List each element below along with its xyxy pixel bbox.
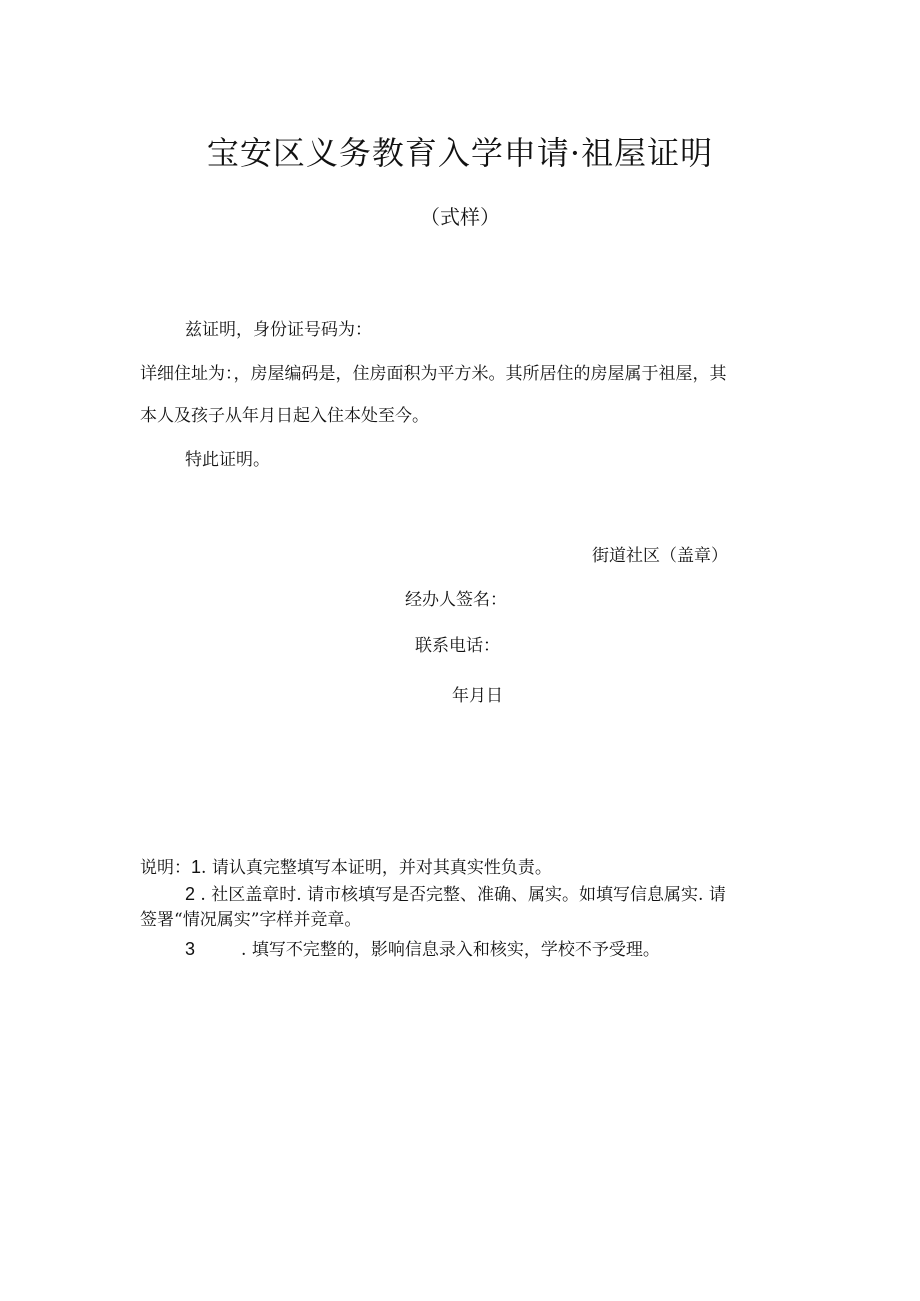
note-2-number: 2	[185, 884, 196, 904]
body-line-address: 详细住址为：，房屋编码是，住房面积为平方米。其所居住的房屋属于祖屋，其	[140, 364, 727, 384]
note-3-text: . 填写不完整的，影响信息录入和核实，学校不予受理。	[241, 940, 660, 960]
note-3	[185, 937, 660, 962]
note-1-text: . 请认真完整填写本证明，并对其真实性负责。	[201, 858, 552, 878]
community-stamp-label: 街道社区（盖章）	[592, 546, 728, 566]
note-2	[185, 882, 726, 907]
contact-phone-label: 联系电话：	[415, 636, 500, 656]
note-1-number: 1	[191, 857, 202, 877]
document-subtitle: （式样）	[420, 205, 500, 229]
document-title: 宝安区义务教育入学申请·祖屋证明	[206, 134, 714, 172]
date-label: 年月日	[452, 686, 503, 706]
note-2-text: . 社区盖章时. 请市核填写是否完整、准确、属实。如填写信息属实. 请	[195, 885, 726, 905]
body-line-closing: 特此证明。	[185, 450, 270, 470]
notes-lead: 说明：	[140, 858, 191, 878]
note-1	[140, 855, 552, 880]
body-line-id-number: 兹证明，身份证号码为：	[185, 320, 372, 340]
body-line-residence-date: 本人及孩子从年月日起入住本处至今。	[140, 406, 429, 426]
note-2-continued: 签署“情况属实”字样并竞章。	[140, 910, 362, 930]
note-3-number: 3	[185, 939, 196, 959]
handler-signature-label: 经办人签名：	[405, 590, 507, 610]
